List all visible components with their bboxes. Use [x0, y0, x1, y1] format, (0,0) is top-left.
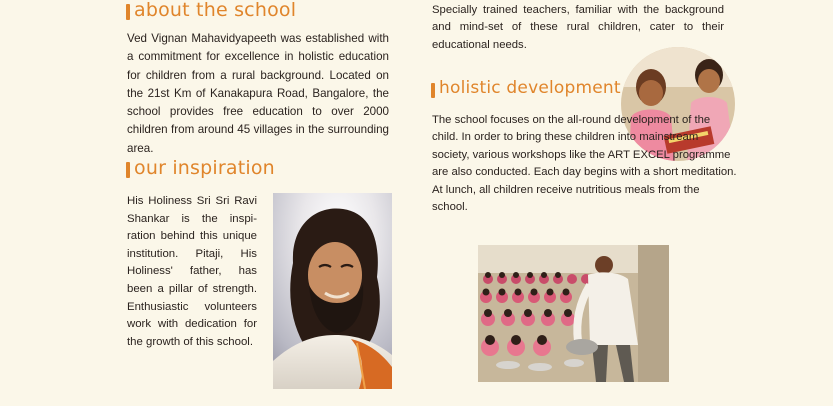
teachers-text: Specially trained teachers, familiar with the background and mind-set of these rural children, cater to their educational needs.: [432, 4, 724, 51]
inspiration-heading: our inspiration: [134, 157, 275, 179]
about-heading: about the school: [134, 0, 297, 21]
holistic-heading: holistic development: [439, 78, 621, 98]
about-text: Ved Vignan Mahavidyapeeth was established with a commitment for excellence in holistic education for children from a rural background. Located on the 21st Km of Kanakapura Road, Bangalore, the school provides free education to over 2000 children from around 45 villages in the surrounding area.: [127, 32, 389, 155]
holistic-heading-accent: [431, 83, 435, 98]
holistic-text: The school focuses on the all-round development of the child. In order to bring these children into mainstream society, various workshops like the ART EXCEL programme are also conducted. Each day begins with a short meditation. At lunch, all children receive nutritious meals from the school.: [432, 114, 737, 214]
lunch-hall-photo: [478, 245, 669, 382]
guru-portrait-photo: [273, 193, 392, 389]
about-heading-accent: [126, 4, 130, 20]
about-paragraph: [127, 30, 389, 158]
inspiration-heading-accent: [126, 162, 130, 178]
holistic-paragraph: [432, 112, 738, 216]
inspiration-paragraph: [127, 193, 257, 351]
lunch-hall-image: [478, 245, 669, 382]
guru-portrait-image: [273, 193, 392, 389]
inspiration-text: His Holiness Sri Sri Ravi Shankar is the inspi-ration behind this unique institution. Pitaji, His Holiness' father, has been a pillar of strength. Enthusiastic volunteers work with dedication for the growth of this school.: [127, 195, 257, 348]
